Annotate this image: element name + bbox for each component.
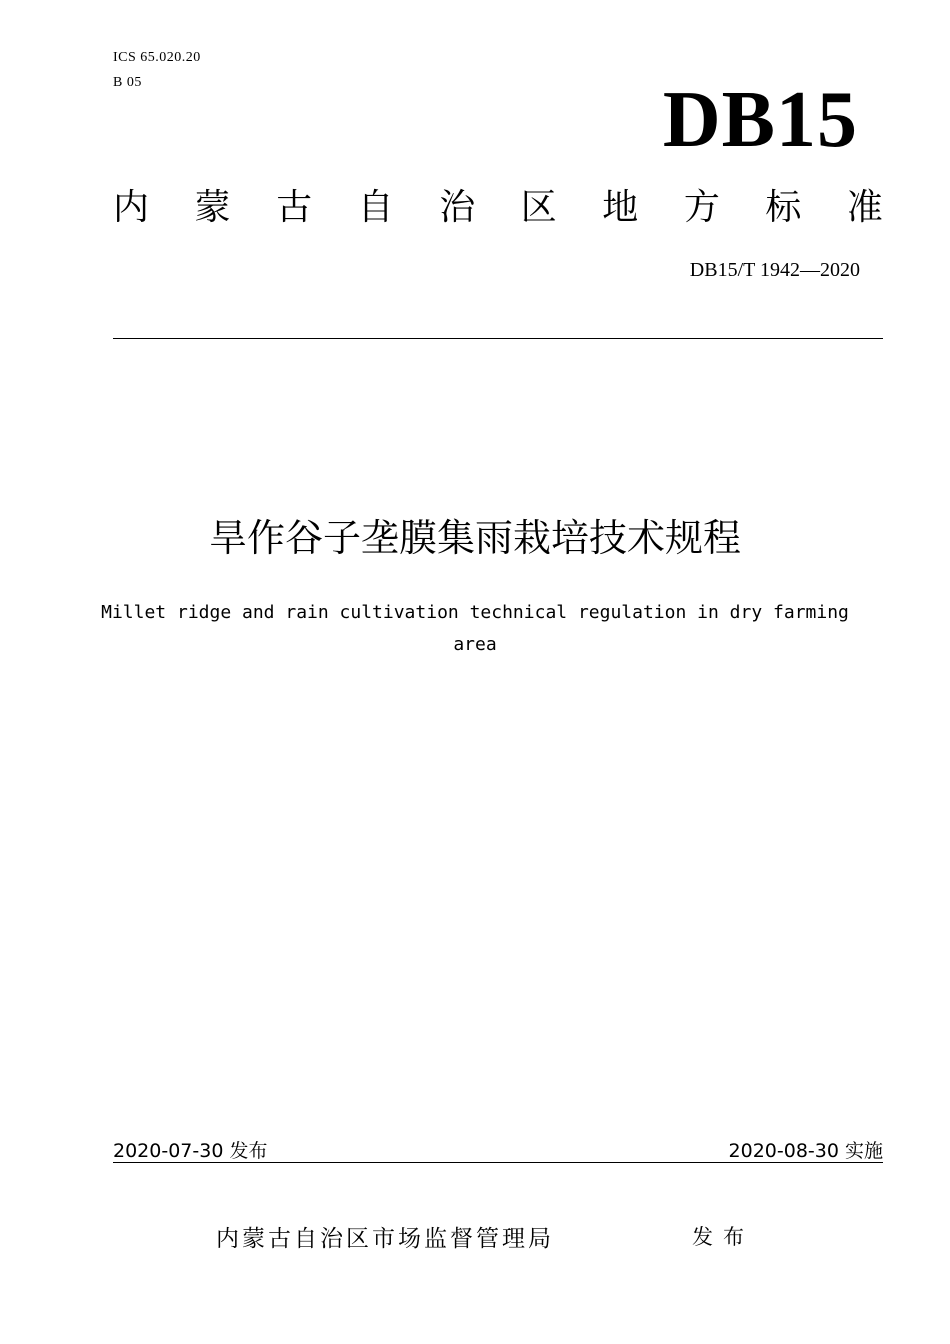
- standard-number: DB15/T 1942—2020: [689, 259, 860, 281]
- standard-type-char: 区: [520, 187, 557, 228]
- ics-code: ICS 65.020.20: [113, 50, 201, 65]
- standard-type-char: 标: [765, 187, 802, 228]
- standard-type-char: 方: [683, 187, 720, 228]
- standard-type-char: 治: [439, 187, 476, 228]
- bottom-divider: [113, 1162, 883, 1163]
- title-chinese: 旱作谷子垄膜集雨栽培技术规程: [208, 516, 741, 560]
- ccs-code: B 05: [113, 75, 142, 90]
- top-divider: [113, 338, 883, 339]
- standard-type-char: 准: [846, 187, 883, 228]
- standard-type-char: 自: [357, 187, 394, 228]
- standard-type-heading: [113, 186, 883, 230]
- standard-type-char: 内: [113, 187, 150, 228]
- standard-type-char: 蒙: [194, 187, 231, 228]
- standard-type-char: 地: [602, 187, 639, 228]
- issued-label: 发布: [692, 1225, 754, 1249]
- issuing-authority: 内蒙古自治区市场监督管理局: [216, 1226, 554, 1252]
- title-english: Millet ridge and rain cultivation technical regulation in dry farming area: [101, 602, 849, 655]
- release-date: 2020-07-30 发布: [113, 1140, 268, 1162]
- standard-type-char: 古: [276, 187, 313, 228]
- db-mark: DB15: [662, 76, 858, 164]
- implementation-date: 2020-08-30 实施: [728, 1140, 883, 1162]
